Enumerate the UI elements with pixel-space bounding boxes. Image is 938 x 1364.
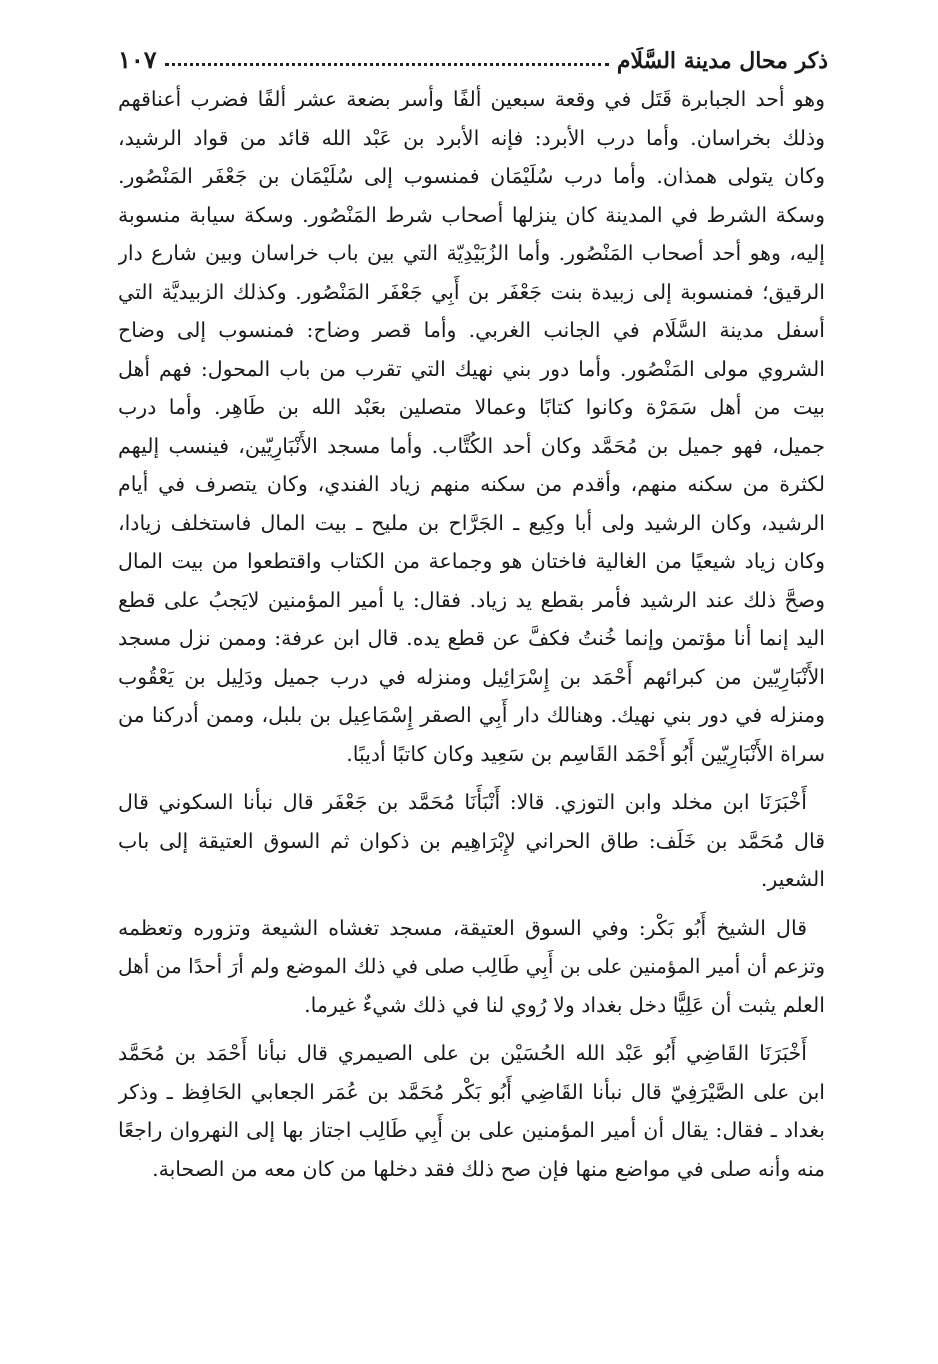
text-line: وهو أحد الجبابرة قَتَل في وقعة سبعين ألفًا وأسر بضعة عشر ألفًا فضرب أعناقهم [118,87,825,111]
text-line: أَخْبَرَنَا القَاضِي أَبُو عَبْد الله الحُسَيْن بن على الصيمري قال نبأنا أَحْمَد بن مُحَمَّد [118,1041,807,1065]
text-line: بيت من أهل سَمَرْة وكانوا كتابًا وعمالا متصلين بعَبْد الله بن طَاهِر. وأما درب [118,395,825,419]
running-header [118,34,828,74]
text-line: الشعير. [760,867,825,891]
page-number: ١٠٧ [118,45,157,74]
text-line: بغداد ـ فقال: يقال أن أمير المؤمنين على بن أَبِي طَالِب اجتاز بها إلى النهروان راجعًا [118,1118,825,1142]
text-line: وكان زياد شيعيًا من الغالية فاختان هو وجماعة من الكتاب واقتطعوا من بيت المال [118,549,825,573]
page-body [118,80,825,1188]
text-line: وتزعم أن أمير المؤمنين على بن أَبِي طَالِب صلى في ذلك الموضع ولم أرَ أحدًا من أهل [118,954,825,978]
text-line: وسكة الشرط في المدينة كان ينزلها أصحاب شرط المَنْصُور. وسكة سيابة منسوبة [118,202,825,227]
paragraph-gap [118,773,825,783]
dotted-leader [165,63,609,66]
text-line: قال الشيخ أَبُو بَكْر: وفي السوق العتيقة، مسجد تغشاه الشيعة وتزوره وتعظمه [118,915,807,940]
paragraph [118,1034,825,1188]
text-line: ومنزله في دور بني نهيك. وهنالك دار أَبِي الصقر إِسْمَاعِيل بن بلبل، وممن أدركنا من [118,703,825,727]
text-line: سراة الأَنْبَارِيّين أَبُو أَحْمَد القَاسِم بن سَعِيد وكان كاتبًا أديبًا. [346,741,825,766]
paragraph [118,783,825,899]
text-line: أَخْبَرَنَا ابن مخلد وابن التوزي. قالا: أَنْبَأَنَا مُحَمَّد بن جَعْفَر قال نبأنا السكوني قال [118,790,807,814]
text-line: وكان يتولى همذان. وأما درب سُلَيْمَان فمنسوب إلى سُلَيْمَان بن جَعْفَر المَنْصُور. [118,164,825,188]
text-line: قال مُحَمَّد بن خَلَف: طاق الحراني لإِبْرَاهِيم بن ذكوان ثم السوق العتيقة إلى باب [118,828,825,853]
text-line: ابن على الصَّيْرَفِيّ قال نبأنا القَاضِي أَبُو بَكْر مُحَمَّد بن عُمَر الجعابي الحَافِظ ـ وذكر [118,1079,825,1104]
text-line: الرشيد، وكان الرشيد ولى أبا وكِيع ـ الجَرَّاح بن مليح ـ بيت المال فاستخلف زيادا، [118,510,825,535]
text-line: العلم يثبت أن عَلِيًّا دخل بغداد ولا رُوي لنا في ذلك شيءٌ غيرما. [304,992,825,1017]
paragraph [118,909,825,1025]
text-line: إليه، وهو أحد أصحاب المَنْصُور. وأما الزُبَيْدِيّة التي بين باب خراسان وبين شارع دار [118,241,825,265]
text-line: الأَنْبَارِيّين من كبرائهم أَحْمَد بن إِسْرَائِيل ومنزله في درب جميل ودَلِيل بن يَعْقُوب [118,664,825,689]
text-line: اليد إنما أنا مؤتمن وإنما خُنتُ فكفَّ عن قطع يده. قال ابن عرفة: وممن نزل مسجد [118,626,825,650]
text-line: لكثرة من سكنه منهم، وأقدم من سكنه منهم زياد الفندي، وكان يتصرف في أيام [118,472,825,496]
text-line: منه وأنه صلى في مواضع منها فإن صح ذلك فقد دخلها من كان معه من الصحابة. [152,1156,825,1181]
text-line: الشروي مولى المَنْصُور. وأما دور بني نهيك التي تقرب من باب المحول: فهم أهل [118,356,825,381]
running-title: ذكر محال مدينة السَّلَام [616,48,828,74]
paragraph-gap [118,1024,825,1034]
paragraph-gap [118,899,825,909]
text-line: وذلك بخراسان. وأما درب الأبرد: فإنه الأبرد بن عَبْد الله قائد من قواد الرشيد، [118,125,825,150]
paragraph [118,80,825,773]
text-line: وصحَّ ذلك عند الرشيد فأمر بقطع يد زياد. فقال: يا أمير المؤمنين لايَجبُ على قطع [118,587,825,612]
text-line: الرقيق؛ فمنسوبة إلى زبيدة بنت جَعْفَر بن أَبِي جَعْفَر المَنْصُور. وكذلك الزبيديَّة التي [118,279,825,304]
text-line: جميل، فهو جميل بن مُحَمَّد وكان أحد الكُتَّاب. وأما مسجد الأَنْبَارِيّين، فينسب إليهم [118,433,825,458]
text-line: أسفل مدينة السَّلَام في الجانب الغربي. وأما قصر وضاح: فمنسوب إلى وضاح [118,318,825,342]
